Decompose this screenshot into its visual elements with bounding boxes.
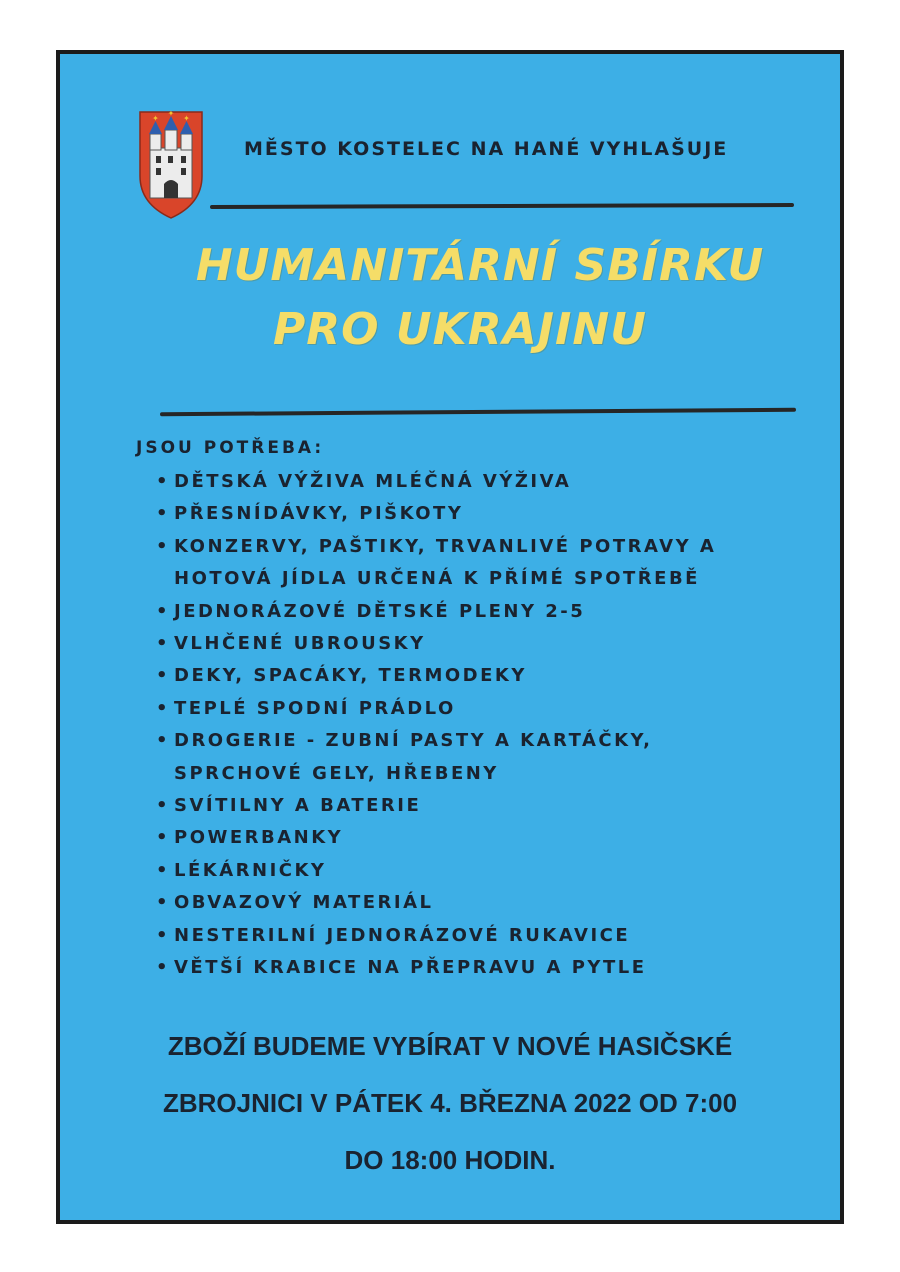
list-item: • DEKY, SPACÁKY, TERMODEKY [156, 660, 716, 692]
svg-text:✦: ✦ [183, 114, 190, 123]
list-item: • KONZERVY, PAŠTIKY, TRVANLIVÉ POTRAVY A [156, 531, 716, 563]
list-item: • DĚTSKÁ VÝŽIVA MLÉČNÁ VÝŽIVA [156, 466, 716, 498]
list-item: • LÉKÁRNIČKY [156, 855, 716, 887]
poster [56, 50, 844, 1224]
list-item: • DROGERIE - ZUBNÍ PASTY A KARTÁČKY, [156, 725, 716, 757]
list-item: • PŘESNÍDÁVKY, PIŠKOTY [156, 498, 716, 530]
collection-info-line-3: DO 18:00 HODIN. [344, 1145, 556, 1175]
list-item-continuation: SPRCHOVÉ GELY, HŘEBENY [174, 762, 499, 784]
title-divider [160, 408, 796, 416]
svg-text:✦: ✦ [152, 114, 159, 123]
header-text: MĚSTO KOSTELEC NA HANÉ VYHLAŠUJE [244, 138, 729, 160]
list-item: • TEPLÉ SPODNÍ PRÁDLO [156, 693, 716, 725]
list-item: • NESTERILNÍ JEDNORÁZOVÉ RUKAVICE [156, 920, 716, 952]
list-item: • VĚTŠÍ KRABICE NA PŘEPRAVU A PYTLE [156, 952, 716, 984]
title-line-2: PRO UKRAJINU [273, 304, 647, 355]
collection-info-line-1: ZBOŽÍ BUDEME VYBÍRAT V NOVÉ HASIČSKÉ [167, 1031, 733, 1061]
collection-info-line-2: ZBROJNICI V PÁTEK 4. BŘEZNA 2022 OD 7:00 [162, 1088, 738, 1118]
svg-text:✦: ✦ [167, 109, 175, 118]
header-divider [210, 203, 794, 209]
list-item: • JEDNORÁZOVÉ DĚTSKÉ PLENY 2-5 [156, 596, 716, 628]
list-item: • POWERBANKY [156, 822, 716, 854]
town-coat-of-arms-icon [136, 104, 206, 224]
needs-list [156, 466, 716, 985]
list-item-continuation: HOTOVÁ JÍDLA URČENÁ K PŘÍMÉ SPOTŘEBĚ [174, 568, 700, 590]
needs-heading: JSOU POTŘEBA: [136, 438, 325, 458]
collection-info [60, 1018, 840, 1189]
list-item: • OBVAZOVÝ MATERIÁL [156, 887, 716, 919]
list-item: • SVÍTILNY A BATERIE [156, 790, 716, 822]
list-item: • VLHČENÉ UBROUSKY [156, 628, 716, 660]
title-line-1: HUMANITÁRNÍ SBÍRKU [195, 240, 765, 291]
